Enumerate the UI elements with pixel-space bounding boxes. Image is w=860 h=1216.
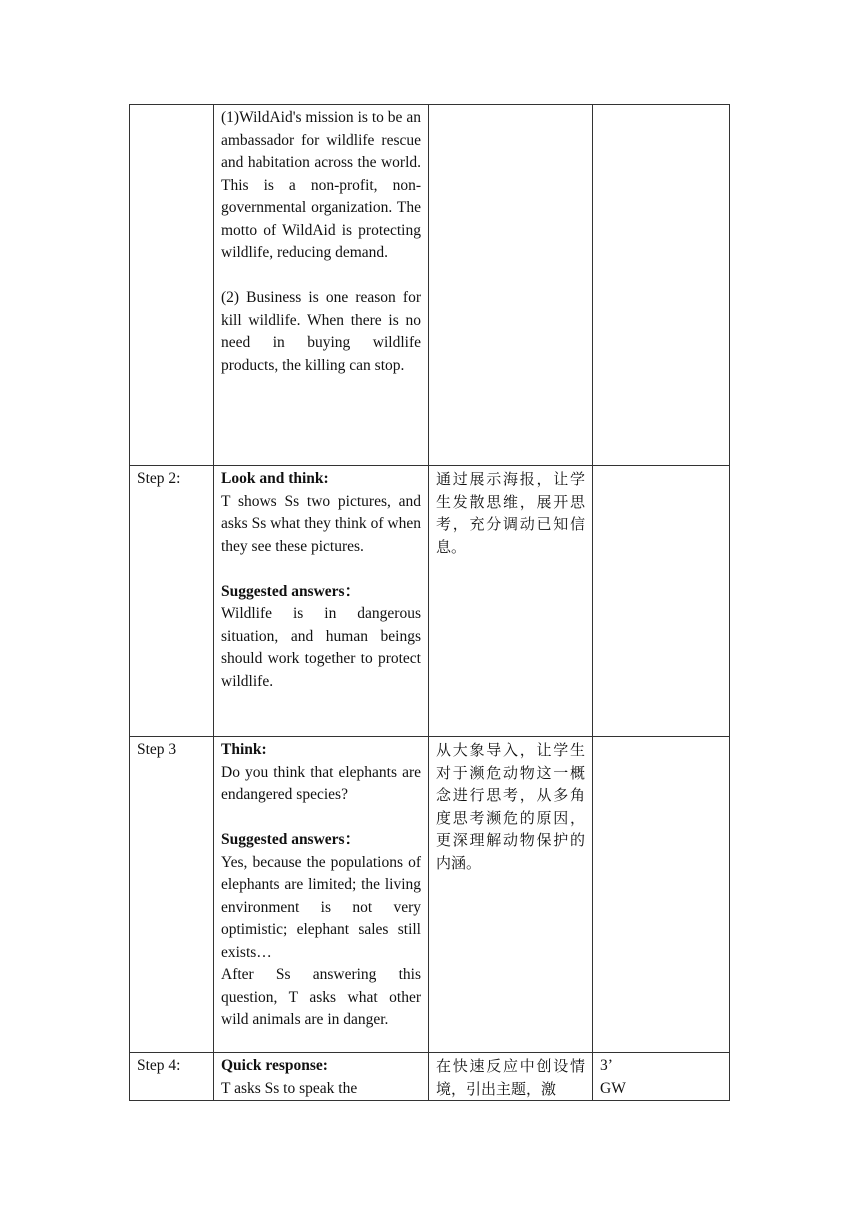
step-cell xyxy=(130,105,214,466)
answers-heading: Suggested answers： xyxy=(221,582,361,600)
content-cell xyxy=(214,466,429,737)
table-row xyxy=(130,466,730,737)
content-cell xyxy=(214,1053,429,1101)
activity-heading: Think: xyxy=(221,741,267,758)
activity-text: T shows Ss two pictures, and asks Ss what they think of when they see these pictures. xyxy=(221,492,421,555)
step-cell: Step 2: xyxy=(130,466,214,737)
activity-heading: Look and think: xyxy=(221,470,329,487)
activity-text: Do you think that elephants are endangered species? xyxy=(221,763,421,803)
content-cell xyxy=(214,105,429,466)
content-cell xyxy=(214,737,429,1053)
time-cell xyxy=(593,105,730,466)
answers-text: Yes, because the populations of elephants are limited; the living environment is not very optimistic; elephant sales still exists… xyxy=(221,853,421,961)
table-row xyxy=(130,105,730,466)
step-cell: Step 3 xyxy=(130,737,214,1053)
activity-heading: Quick response: xyxy=(221,1057,328,1074)
activity-text: T asks Ss to speak the xyxy=(221,1079,358,1097)
time-cell xyxy=(593,1053,730,1101)
paragraph-wildaid-mission: (1)WildAid's mission is to be an ambassador for wildlife rescue and habitation across the world. This is a non-profit, non-governmental organization. The motto of WildAid is protecting wildlife, reducing demand. xyxy=(221,109,421,261)
paragraph-business-reason: (2) Business is one reason for kill wildlife. When there is no need in buying wildlife products, the killing can stop. xyxy=(221,289,421,374)
table-row xyxy=(130,737,730,1053)
mode-value: GW xyxy=(600,1079,626,1097)
follow-up-text: After Ss answering this question, T asks what other wild animals are in danger. xyxy=(221,966,421,1028)
answers-heading: Suggested answers： xyxy=(221,831,361,848)
lesson-plan-table xyxy=(129,104,730,1101)
purpose-cell xyxy=(429,105,593,466)
purpose-cell: 从大象导入，让学生对于濒危动物这一概念进行思考，从多角度思考濒危的原因，更深理解动物保护的内涵。 xyxy=(429,737,593,1053)
step-cell: Step 4: xyxy=(130,1053,214,1101)
answers-text: Wildlife is in dangerous situation, and human beings should work together to protect wildlife. xyxy=(221,605,421,690)
time-value: 3’ xyxy=(600,1057,613,1074)
purpose-cell: 通过展示海报，让学生发散思维，展开思考，充分调动已知信息。 xyxy=(429,466,593,737)
purpose-cell: 在快速反应中创设情境，引出主题，激 xyxy=(429,1053,593,1101)
time-cell xyxy=(593,737,730,1053)
table-row xyxy=(130,1053,730,1101)
time-cell xyxy=(593,466,730,737)
